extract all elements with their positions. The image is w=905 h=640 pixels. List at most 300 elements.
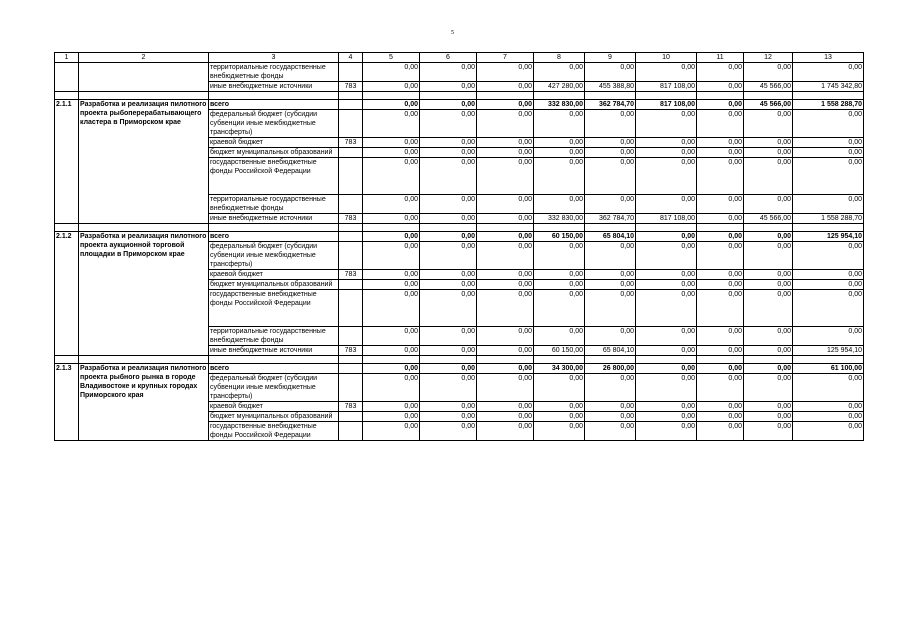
amount-cell: 0,00 [477,214,534,224]
budget-code-cell [339,110,363,138]
funding-source-cell: бюджет муниципальных образований [209,412,339,422]
amount-cell: 0,00 [697,158,744,195]
amount-cell: 0,00 [420,422,477,441]
funding-source-cell: всего [209,100,339,110]
funding-source-cell: краевой бюджет [209,402,339,412]
amount-cell: 0,00 [534,270,585,280]
column-number-cell: 5 [363,53,420,63]
task-name-cell: Разработка и реализация пилотного проекта рыбного рынка в городе Владивостоке и крупных городах Приморского края [79,364,209,441]
amount-cell: 332 830,00 [534,214,585,224]
amount-cell: 0,00 [534,195,585,214]
gap-cell [744,92,793,100]
amount-cell: 0,00 [420,290,477,327]
amount-cell: 0,00 [477,346,534,356]
amount-cell: 0,00 [534,280,585,290]
amount-cell: 0,00 [744,412,793,422]
amount-cell: 0,00 [793,138,864,148]
column-number-cell: 10 [636,53,697,63]
gap-cell [363,356,420,364]
amount-cell: 61 100,00 [793,364,864,374]
amount-cell: 0,00 [420,110,477,138]
amount-cell: 0,00 [793,110,864,138]
column-number-cell: 3 [209,53,339,63]
table-row [55,100,864,110]
amount-cell: 0,00 [697,364,744,374]
column-number-cell: 4 [339,53,363,63]
amount-cell: 817 108,00 [636,82,697,92]
amount-cell: 0,00 [477,412,534,422]
amount-cell: 0,00 [363,364,420,374]
column-number-cell: 9 [585,53,636,63]
gap-cell [744,356,793,364]
amount-cell: 0,00 [744,138,793,148]
funding-source-cell: государственные внебюджетные фонды Российской Федерации [209,422,339,441]
gap-cell [477,224,534,232]
amount-cell: 0,00 [744,63,793,82]
amount-cell: 0,00 [793,412,864,422]
gap-cell [79,92,209,100]
amount-cell: 0,00 [697,242,744,270]
gap-cell [339,92,363,100]
amount-cell: 0,00 [534,327,585,346]
amount-cell: 65 804,10 [585,232,636,242]
amount-cell: 0,00 [744,364,793,374]
section-gap-row [55,92,864,100]
funding-source-cell: территориальные государственные внебюджетные фонды [209,63,339,82]
task-code-cell: 2.1.3 [55,364,79,441]
gap-cell [55,356,79,364]
budget-code-cell: 783 [339,402,363,412]
amount-cell: 0,00 [420,402,477,412]
task-code-cell [55,63,79,92]
gap-cell [55,224,79,232]
amount-cell: 0,00 [697,346,744,356]
gap-cell [636,224,697,232]
column-number-cell: 1 [55,53,79,63]
amount-cell: 0,00 [744,232,793,242]
amount-cell: 0,00 [697,290,744,327]
amount-cell: 0,00 [363,346,420,356]
table-row [55,364,864,374]
amount-cell: 0,00 [585,242,636,270]
amount-cell: 0,00 [636,364,697,374]
amount-cell: 1 558 288,70 [793,100,864,110]
amount-cell: 0,00 [420,232,477,242]
amount-cell: 60 150,00 [534,346,585,356]
amount-cell: 427 280,00 [534,82,585,92]
funding-source-cell: федеральный бюджет (субсидии субвенции иные межбюджетные трансферты) [209,374,339,402]
column-number-cell: 6 [420,53,477,63]
amount-cell: 45 566,00 [744,82,793,92]
amount-cell: 0,00 [585,158,636,195]
amount-cell: 0,00 [636,232,697,242]
amount-cell: 0,00 [363,374,420,402]
amount-cell: 362 784,70 [585,214,636,224]
gap-cell [55,92,79,100]
amount-cell: 0,00 [636,148,697,158]
budget-code-cell [339,232,363,242]
amount-cell: 0,00 [697,110,744,138]
amount-cell: 0,00 [585,374,636,402]
amount-cell: 125 954,10 [793,346,864,356]
amount-cell: 0,00 [744,158,793,195]
amount-cell: 34 300,00 [534,364,585,374]
amount-cell: 0,00 [534,422,585,441]
section-gap-row [55,224,864,232]
gap-cell [744,224,793,232]
amount-cell: 65 804,10 [585,346,636,356]
gap-cell [697,356,744,364]
column-number-cell: 13 [793,53,864,63]
task-name-cell: Разработка и реализация пилотного проекта аукционной торговой площадки в Приморском крае [79,232,209,356]
amount-cell: 0,00 [477,110,534,138]
amount-cell: 0,00 [534,110,585,138]
amount-cell: 0,00 [420,100,477,110]
amount-cell: 0,00 [363,148,420,158]
column-number-cell: 7 [477,53,534,63]
amount-cell: 0,00 [793,327,864,346]
amount-cell: 0,00 [477,195,534,214]
amount-cell: 0,00 [636,110,697,138]
amount-cell: 0,00 [420,374,477,402]
amount-cell: 0,00 [420,412,477,422]
amount-cell: 0,00 [534,158,585,195]
amount-cell: 0,00 [363,100,420,110]
amount-cell: 0,00 [793,290,864,327]
amount-cell: 0,00 [744,346,793,356]
amount-cell: 0,00 [744,422,793,441]
budget-code-cell [339,422,363,441]
budget-code-cell: 783 [339,346,363,356]
budget-code-cell [339,100,363,110]
funding-source-cell: иные внебюджетные источники [209,346,339,356]
amount-cell: 0,00 [534,63,585,82]
gap-cell [793,224,864,232]
funding-source-cell: иные внебюджетные источники [209,214,339,224]
amount-cell: 0,00 [585,327,636,346]
amount-cell: 0,00 [636,195,697,214]
amount-cell: 0,00 [636,374,697,402]
task-name-cell [79,63,209,92]
amount-cell: 0,00 [477,280,534,290]
budget-code-cell [339,280,363,290]
budget-code-cell [339,195,363,214]
amount-cell: 0,00 [697,100,744,110]
amount-cell: 0,00 [585,63,636,82]
gap-cell [79,356,209,364]
funding-source-cell: государственные внебюджетные фонды Российской Федерации [209,290,339,327]
column-number-cell: 8 [534,53,585,63]
amount-cell: 0,00 [477,148,534,158]
gap-cell [209,224,339,232]
table-body [55,53,864,441]
amount-cell: 0,00 [363,327,420,346]
gap-cell [420,356,477,364]
amount-cell: 45 566,00 [744,100,793,110]
budget-code-cell: 783 [339,214,363,224]
amount-cell: 0,00 [363,158,420,195]
amount-cell: 0,00 [697,327,744,346]
funding-source-cell: всего [209,364,339,374]
funding-source-cell: краевой бюджет [209,138,339,148]
amount-cell: 0,00 [420,346,477,356]
amount-cell: 0,00 [744,270,793,280]
amount-cell: 0,00 [585,412,636,422]
amount-cell: 0,00 [636,138,697,148]
amount-cell: 0,00 [477,290,534,327]
amount-cell: 0,00 [744,402,793,412]
amount-cell: 817 108,00 [636,214,697,224]
amount-cell: 0,00 [477,364,534,374]
amount-cell: 0,00 [585,148,636,158]
amount-cell: 0,00 [636,327,697,346]
amount-cell: 0,00 [477,138,534,148]
amount-cell: 0,00 [697,195,744,214]
amount-cell: 0,00 [534,290,585,327]
budget-table [54,52,864,441]
amount-cell: 0,00 [363,110,420,138]
amount-cell: 0,00 [420,63,477,82]
amount-cell: 0,00 [744,195,793,214]
amount-cell: 125 954,10 [793,232,864,242]
amount-cell: 0,00 [477,100,534,110]
gap-cell [363,92,420,100]
gap-cell [79,224,209,232]
amount-cell: 0,00 [363,270,420,280]
amount-cell: 0,00 [744,290,793,327]
amount-cell: 0,00 [744,110,793,138]
amount-cell: 0,00 [744,148,793,158]
budget-code-cell: 783 [339,270,363,280]
column-number-cell: 12 [744,53,793,63]
amount-cell: 0,00 [744,327,793,346]
gap-cell [209,356,339,364]
funding-source-cell: иные внебюджетные источники [209,82,339,92]
budget-code-cell [339,374,363,402]
amount-cell: 0,00 [744,242,793,270]
funding-source-cell: краевой бюджет [209,270,339,280]
amount-cell: 0,00 [793,270,864,280]
amount-cell: 0,00 [793,422,864,441]
gap-cell [585,224,636,232]
gap-cell [636,356,697,364]
amount-cell: 0,00 [420,158,477,195]
amount-cell: 0,00 [585,290,636,327]
table-row [55,232,864,242]
amount-cell: 0,00 [477,270,534,280]
amount-cell: 0,00 [793,374,864,402]
amount-cell: 0,00 [793,195,864,214]
amount-cell: 332 830,00 [534,100,585,110]
gap-cell [477,356,534,364]
amount-cell: 0,00 [585,270,636,280]
amount-cell: 1 558 288,70 [793,214,864,224]
amount-cell: 0,00 [697,214,744,224]
table-row [55,63,864,82]
amount-cell: 0,00 [363,422,420,441]
amount-cell: 0,00 [363,195,420,214]
amount-cell: 0,00 [793,148,864,158]
amount-cell: 0,00 [420,82,477,92]
amount-cell: 0,00 [697,232,744,242]
gap-cell [534,224,585,232]
column-number-cell: 2 [79,53,209,63]
amount-cell: 0,00 [420,327,477,346]
funding-source-cell: всего [209,232,339,242]
amount-cell: 0,00 [477,374,534,402]
amount-cell: 0,00 [477,232,534,242]
amount-cell: 1 745 342,80 [793,82,864,92]
amount-cell: 0,00 [420,138,477,148]
amount-cell: 0,00 [697,270,744,280]
amount-cell: 0,00 [420,280,477,290]
budget-code-cell [339,63,363,82]
gap-cell [585,92,636,100]
amount-cell: 0,00 [697,402,744,412]
amount-cell: 817 108,00 [636,100,697,110]
amount-cell: 0,00 [420,195,477,214]
column-number-row [55,53,864,63]
amount-cell: 0,00 [636,63,697,82]
budget-code-cell: 783 [339,82,363,92]
amount-cell: 0,00 [697,138,744,148]
budget-code-cell [339,290,363,327]
amount-cell: 0,00 [793,242,864,270]
amount-cell: 0,00 [534,412,585,422]
funding-source-cell: федеральный бюджет (субсидии субвенции иные межбюджетные трансферты) [209,242,339,270]
amount-cell: 0,00 [477,402,534,412]
amount-cell: 0,00 [363,242,420,270]
amount-cell: 0,00 [585,110,636,138]
amount-cell: 362 784,70 [585,100,636,110]
amount-cell: 0,00 [534,148,585,158]
funding-source-cell: территориальные государственные внебюджетные фонды [209,327,339,346]
gap-cell [420,92,477,100]
amount-cell: 0,00 [636,422,697,441]
amount-cell: 0,00 [697,148,744,158]
amount-cell: 0,00 [585,195,636,214]
amount-cell: 0,00 [793,402,864,412]
page-number: 5 [451,30,454,36]
task-code-cell: 2.1.1 [55,100,79,224]
amount-cell: 0,00 [420,242,477,270]
gap-cell [534,356,585,364]
budget-code-cell [339,158,363,195]
section-gap-row [55,356,864,364]
amount-cell: 0,00 [363,402,420,412]
amount-cell: 0,00 [363,82,420,92]
amount-cell: 0,00 [793,280,864,290]
amount-cell: 0,00 [477,327,534,346]
amount-cell: 0,00 [534,138,585,148]
funding-source-cell: федеральный бюджет (субсидии субвенции иные межбюджетные трансферты) [209,110,339,138]
column-number-cell: 11 [697,53,744,63]
amount-cell: 0,00 [636,346,697,356]
budget-code-cell [339,327,363,346]
amount-cell: 0,00 [420,364,477,374]
amount-cell: 0,00 [744,374,793,402]
amount-cell: 0,00 [363,412,420,422]
amount-cell: 455 388,80 [585,82,636,92]
amount-cell: 0,00 [420,214,477,224]
amount-cell: 0,00 [636,280,697,290]
amount-cell: 0,00 [585,280,636,290]
amount-cell: 0,00 [477,82,534,92]
amount-cell: 0,00 [697,82,744,92]
amount-cell: 0,00 [636,402,697,412]
budget-code-cell [339,412,363,422]
amount-cell: 0,00 [477,63,534,82]
amount-cell: 0,00 [534,402,585,412]
amount-cell: 0,00 [534,374,585,402]
amount-cell: 0,00 [477,422,534,441]
amount-cell: 0,00 [636,290,697,327]
amount-cell: 0,00 [793,63,864,82]
gap-cell [339,356,363,364]
amount-cell: 0,00 [363,290,420,327]
funding-source-cell: государственные внебюджетные фонды Российской Федерации [209,158,339,195]
gap-cell [585,356,636,364]
amount-cell: 45 566,00 [744,214,793,224]
funding-source-cell: бюджет муниципальных образований [209,280,339,290]
amount-cell: 0,00 [697,63,744,82]
amount-cell: 0,00 [697,422,744,441]
gap-cell [363,224,420,232]
amount-cell: 0,00 [636,158,697,195]
amount-cell: 0,00 [636,412,697,422]
amount-cell: 0,00 [585,138,636,148]
amount-cell: 0,00 [697,280,744,290]
amount-cell: 0,00 [477,158,534,195]
amount-cell: 0,00 [363,232,420,242]
gap-cell [534,92,585,100]
amount-cell: 0,00 [697,374,744,402]
amount-cell: 60 150,00 [534,232,585,242]
amount-cell: 0,00 [420,270,477,280]
gap-cell [793,92,864,100]
amount-cell: 0,00 [363,138,420,148]
funding-source-cell: бюджет муниципальных образований [209,148,339,158]
amount-cell: 0,00 [363,63,420,82]
gap-cell [793,356,864,364]
amount-cell: 0,00 [793,158,864,195]
amount-cell: 0,00 [636,242,697,270]
budget-code-cell [339,242,363,270]
task-code-cell: 2.1.2 [55,232,79,356]
budget-code-cell [339,148,363,158]
gap-cell [339,224,363,232]
amount-cell: 0,00 [363,280,420,290]
amount-cell: 0,00 [420,148,477,158]
amount-cell: 0,00 [697,412,744,422]
gap-cell [420,224,477,232]
gap-cell [636,92,697,100]
amount-cell: 0,00 [744,280,793,290]
budget-code-cell: 783 [339,138,363,148]
amount-cell: 0,00 [585,422,636,441]
task-name-cell: Разработка и реализация пилотного проекта рыбоперерабатывающего кластера в Приморском крае [79,100,209,224]
gap-cell [209,92,339,100]
amount-cell: 0,00 [636,270,697,280]
amount-cell: 26 800,00 [585,364,636,374]
amount-cell: 0,00 [477,242,534,270]
amount-cell: 0,00 [585,402,636,412]
funding-source-cell: территориальные государственные внебюджетные фонды [209,195,339,214]
amount-cell: 0,00 [363,214,420,224]
gap-cell [697,92,744,100]
budget-code-cell [339,364,363,374]
gap-cell [697,224,744,232]
